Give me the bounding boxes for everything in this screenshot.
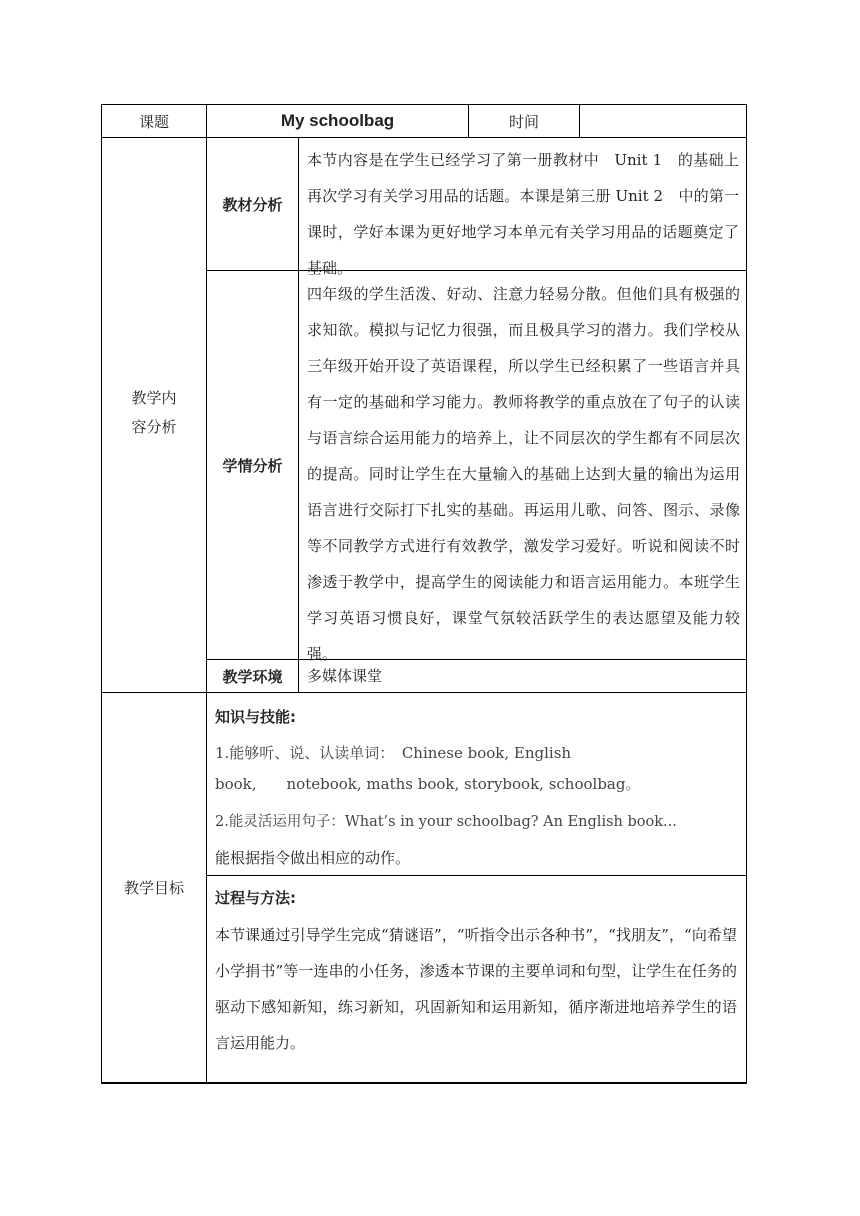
table-border-right <box>746 104 747 1084</box>
time-label: 时间 <box>508 112 539 131</box>
topic-label: 课题 <box>138 112 169 131</box>
textbook-analysis-text: 本节内容是在学生已经学习了第一册教材中 Unit 1 的基础上再次学习有关学习用品的话题。本课是第三册 Unit 2 中的第一课时，学好本课为更好地学习本单元有关学习用品的话题奠定了基础。 <box>307 151 739 277</box>
student-analysis-text: 四年级的学生活泼、好动、注意力轻易分散。但他们具有极强的求知欲。模拟与记忆力很强，而且极具学习的潜力。我们学校从三年级开始开设了英语课程，所以学生已经积累了一些语言并具有一定的基础和学习能力。教师将教学的重点放在了句子的认读与语言综合运用能力的培养上，让不同层次的学生都有不同层次的提高。同时让学生在大量输入的基础上达到大量的输出为运用语言进行交际打下扎实的基础。再运用儿歌、问答、图示、录像等不同教学方式进行有效教学，激发学习爱好。听说和阅读不时渗透于教学中，提高学生的阅读能力和语言运用能力。本班学生学习英语习惯良好，课堂气氛较活跃学生的表达愿望及能力较强。 <box>307 285 740 663</box>
environment-value: 多媒体课堂 <box>307 667 383 685</box>
knowledge-item-2-line-1: 2.能灵活运用句子：What’s in your schoolbag? An English book... <box>215 814 677 830</box>
knowledge-item-2-line-2: 能根据指令做出相应的动作。 <box>215 849 411 867</box>
knowledge-heading: 知识与技能: <box>215 708 296 726</box>
table-border-bottom <box>101 1082 747 1084</box>
textbook-analysis-label: 教材分析 <box>222 195 283 214</box>
divider-col-2 <box>298 137 299 693</box>
topic-value: My schoolbag <box>280 111 395 130</box>
student-analysis-label: 学情分析 <box>222 456 283 475</box>
content-analysis-label <box>102 384 206 442</box>
content-analysis-label-line1: 教学内 <box>131 389 177 407</box>
process-heading: 过程与方法: <box>215 889 296 907</box>
divider-header-row <box>101 137 747 138</box>
process-text: 本节课通过引导学生完成“猜谜语”，“听指令出示各种书”，“找朋友”，“向希望小学捐书”等一连串的小任务，渗透本节课的主要单词和句型，让学生在任务的驱动下感知新知，练习新知，巩固新知和运用新知，循序渐进地培养学生的语言运用能力。 <box>215 926 737 1052</box>
environment-label: 教学环境 <box>222 667 283 686</box>
time-value <box>580 105 746 137</box>
content-analysis-label-line2: 容分析 <box>131 418 177 436</box>
objectives-label: 教学目标 <box>123 879 184 897</box>
knowledge-item-1-line-1: 1.能够听、说、认读单词： Chinese book, English <box>215 744 572 762</box>
divider-objectives-row <box>206 875 747 876</box>
knowledge-item-1-line-2: book, notebook, maths book, storybook, schoolbag。 <box>215 775 641 793</box>
